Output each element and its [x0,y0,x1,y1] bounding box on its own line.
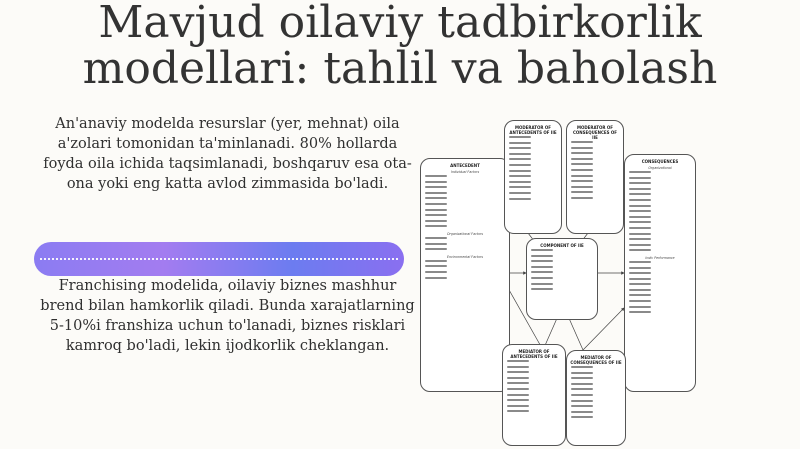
antecedent-box [420,158,510,392]
antecedent-items-2 [421,236,509,253]
component-title: COMPONENT OF IIE [540,243,584,248]
page-title: Mavjud oilaviy tadbirkorlik modellari: tahlil va baholash [82,0,718,94]
moderator-antecedents-title: MODERATOR OF ANTECEDENTS OF IIE [509,125,557,135]
component-box [526,238,598,320]
consequences-title: CONSEQUENCES [641,159,679,164]
moderator-antecedents-box [504,120,562,234]
antecedent-items-3 [421,259,509,281]
consequences-box [624,154,696,392]
divider-dotted-line [40,258,398,260]
mediator-antecedents-title: MEDIATOR OF ANTECEDENTS OF IIE [510,349,558,359]
mediator-consequences-title: MEDIATOR OF CONSEQUENCES OF IIE [570,355,622,365]
mediator-antecedents-box [502,344,566,446]
framework-diagram [418,118,696,446]
antecedent-title: ANTECEDENT [450,163,480,168]
antecedent-group-environmental: Environmental Factors [447,254,483,259]
moderator-consequences-box [566,120,624,234]
consequences-group-individual: Indiv Performance [645,255,675,260]
decorative-divider-bar [34,242,404,276]
antecedent-group-organizational: Organizational Factors [447,231,483,236]
moderator-consequences-title: MODERATOR OF CONSEQUENCES OF IIE [572,125,618,140]
paragraph-franchising-model: Franchising modelida, oilaviy biznes mashhur brend bilan hamkorlik qiladi. Bunda xarajatlarning 5-10%i franshiza uchun to'lanadi, biznes risklari kamroq bo'ladi, lekin ijodkorlik cheklangan. [40,278,415,354]
antecedent-items-1 [421,174,509,230]
paragraph-traditional-model: An'anaviy modelda resurslar (yer, mehnat) oila a'zolari tomonidan ta'minlanadi. 80% hollarda foyda oila ichida taqsimlanadi, boshqaruv esa ota-ona yoki eng katta avlod zimmasida bo'ladi. [43,116,412,192]
mediator-consequences-box [566,350,626,446]
antecedent-group-individual: Individual Factors [450,170,480,174]
consequences-group-organizational: Organizational [648,166,672,170]
